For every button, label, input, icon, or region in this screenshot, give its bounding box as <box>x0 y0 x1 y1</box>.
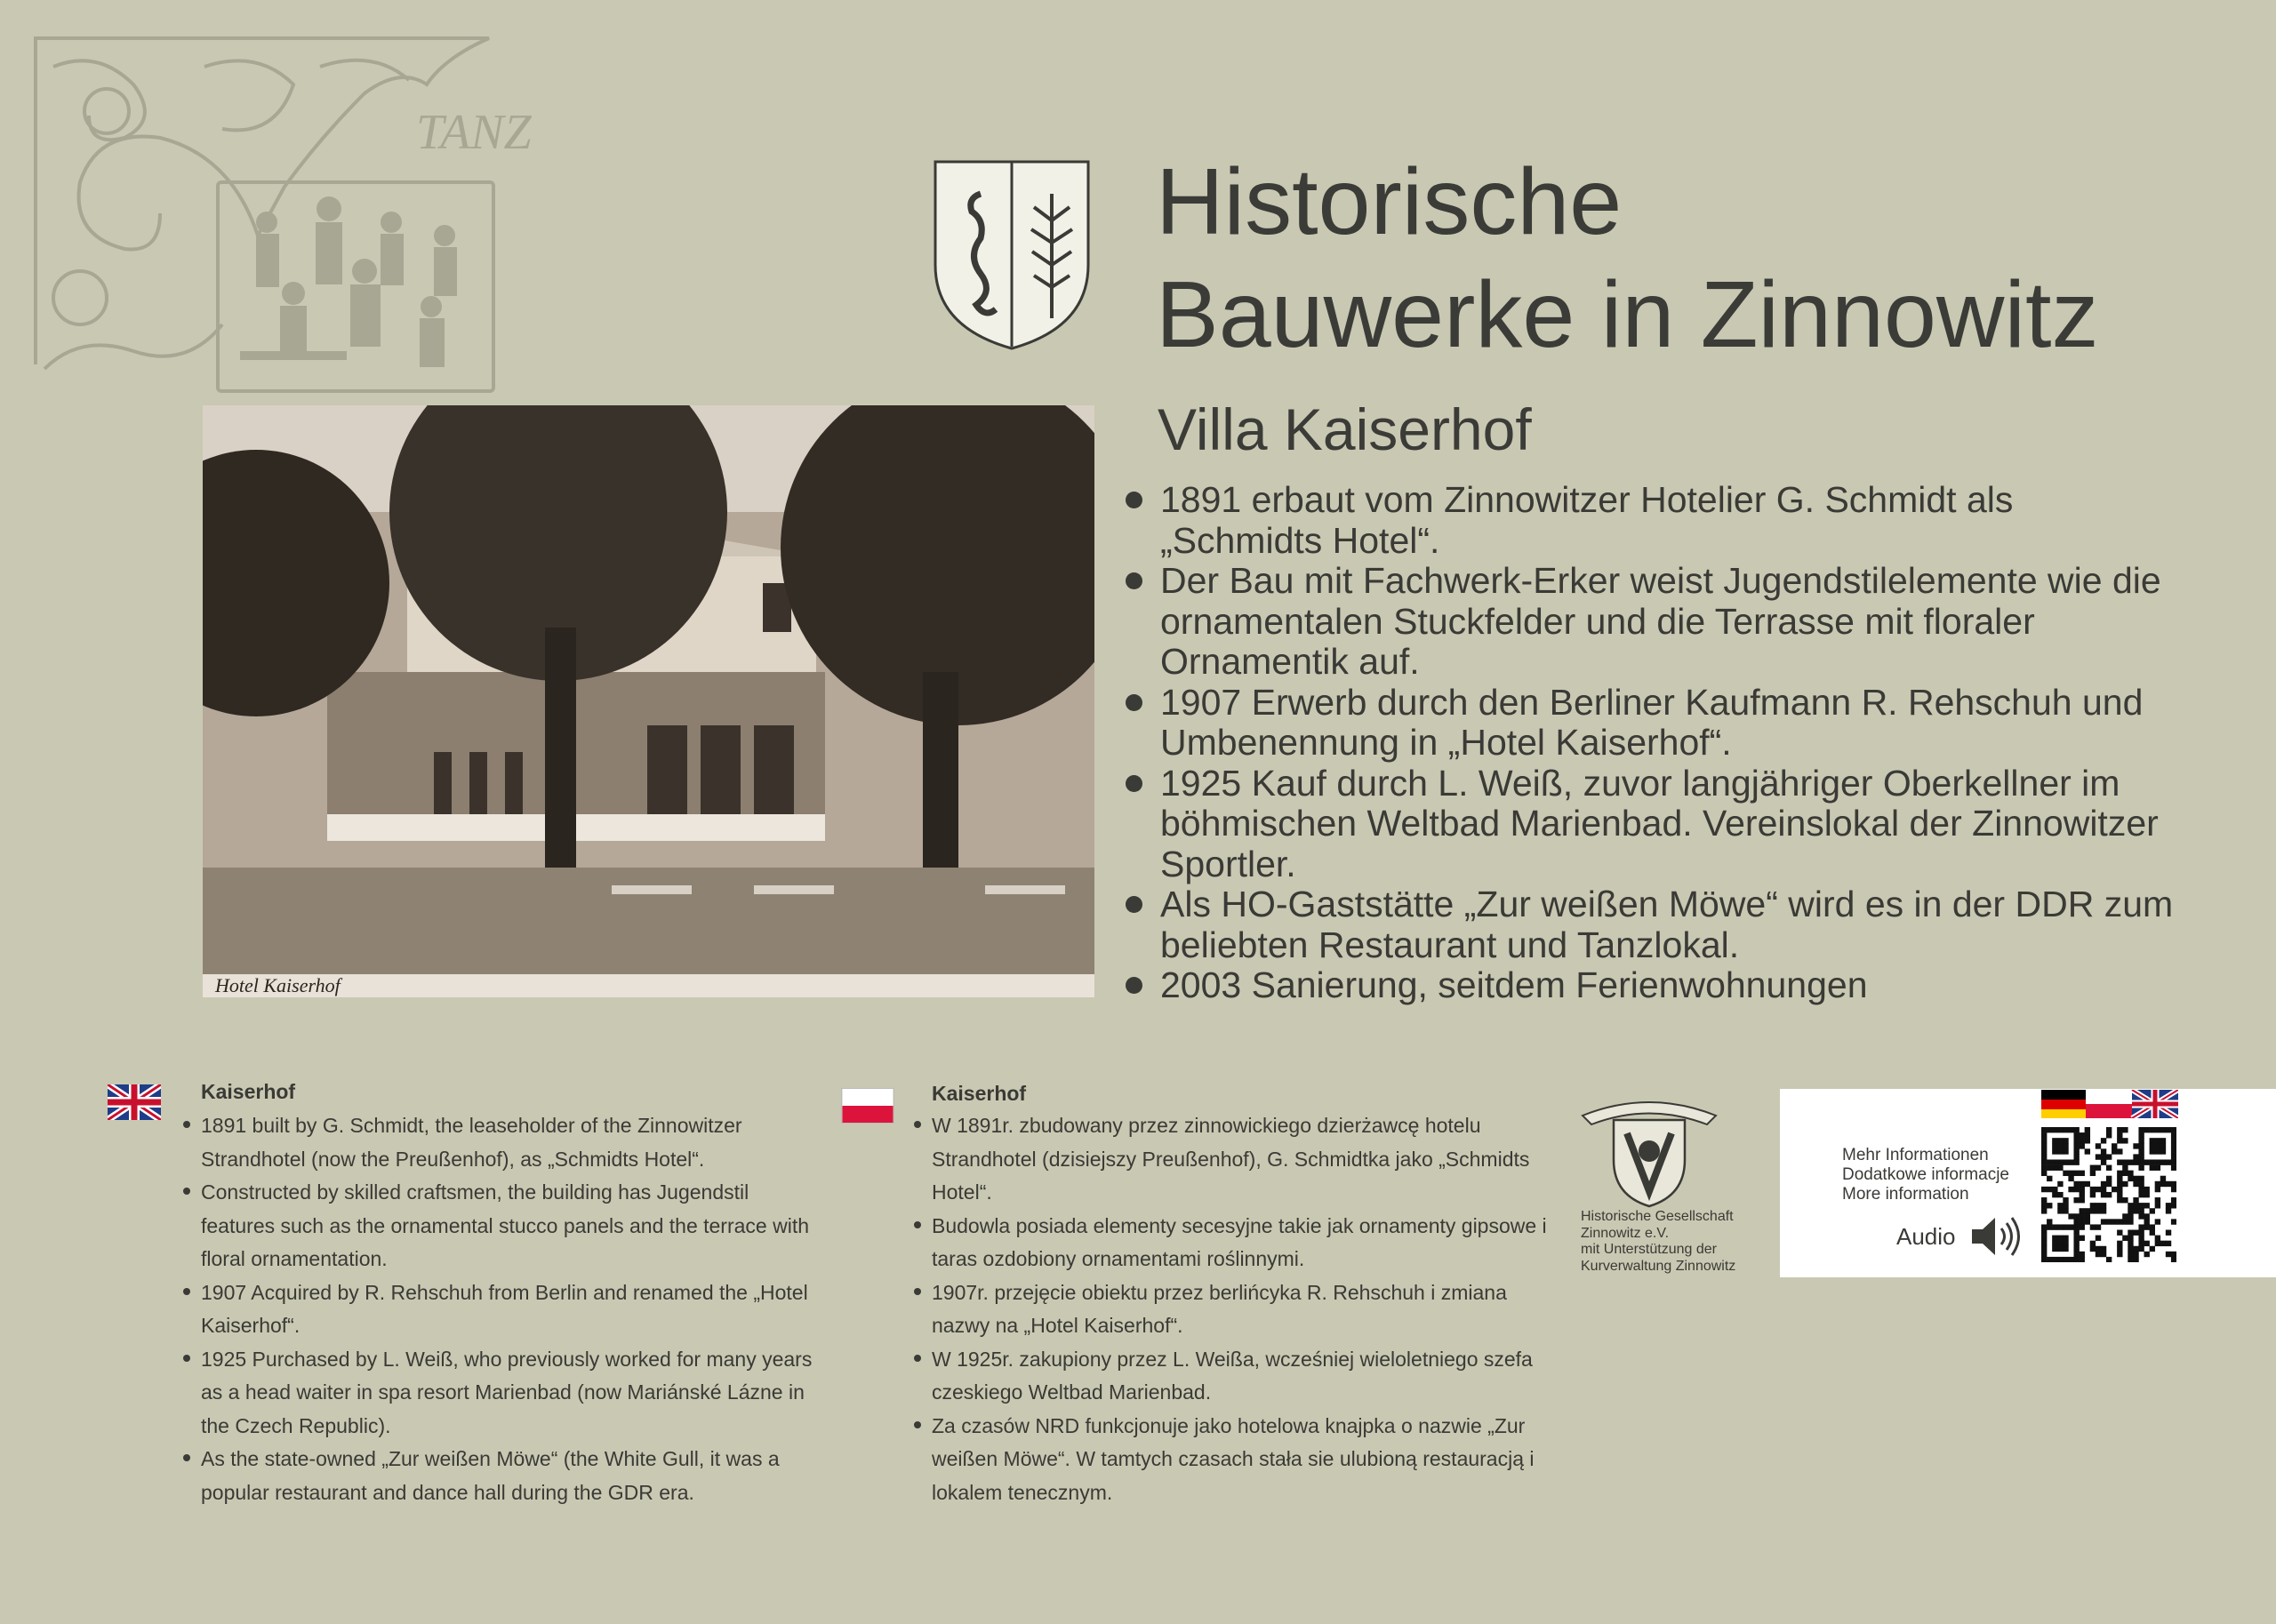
society-credit <box>1581 1209 1735 1275</box>
list-item: Za czasów NRD funkcjonuje jako hotelowa knajpka o nazwie „Zur weißen Möwe“. W tamtych czasach stała sie ulubioną restauracją i lokalem tenecznym. <box>914 1410 1554 1510</box>
list-item: Als HO-Gaststätte „Zur weißen Möwe“ wird es in der DDR zum beliebten Restaurant und Tanzlokal. <box>1120 884 2178 965</box>
polish-facts-list <box>914 1109 1554 1509</box>
audio-label: Audio <box>1896 1223 1956 1250</box>
list-item: 1925 Kauf durch L. Weiß, zuvor langjähriger Oberkellner im böhmischen Weltbad Marienbad. Vereinslokal der Zinnowitzer Sportler. <box>1120 764 2178 885</box>
page-title-line2: Bauwerke in Zinnowitz <box>1156 262 2099 367</box>
society-line2: Zinnowitz e.V. <box>1581 1225 1670 1241</box>
list-item: Budowla posiada elementy secesyjne takie jak ornamenty gipsowe i taras ozdobiony ornamentami roślinnymi. <box>914 1210 1554 1276</box>
language-flags-icon <box>2041 1090 2178 1118</box>
list-item: 1891 erbaut vom Zinnowitzer Hotelier G. Schmidt als „Schmidts Hotel“. <box>1120 480 2178 561</box>
polish-heading: Kaiserhof <box>932 1082 1027 1105</box>
photo-caption: Hotel Kaiserhof <box>215 974 341 996</box>
list-item: As the state-owned „Zur weißen Möwe“ (the White Gull, it was a popular restaurant and dance hall during the GDR era. <box>183 1443 823 1509</box>
hotel-kaiserhof-photo <box>203 405 1094 997</box>
list-item: 1907 Acquired by R. Rehschuh from Berlin and renamed the „Hotel Kaiserhof“. <box>183 1276 823 1343</box>
zinnowitz-coat-of-arms <box>932 158 1092 352</box>
historical-society-logo <box>1574 1089 1725 1209</box>
list-item: Der Bau mit Fachwerk-Erker weist Jugendstilelemente wie die ornamentalen Stuckfelder und die Terrasse mit floraler Ornamentik auf. <box>1120 561 2178 683</box>
german-facts-list <box>1120 480 2178 1006</box>
list-item: 1925 Purchased by L. Weiß, who previously worked for many years as a head waiter in spa resort Marienbad (now Mariánské Lázne in the Czech Republic). <box>183 1343 823 1444</box>
list-item: 1907 Erwerb durch den Berliner Kaufmann R. Rehschuh und Umbenennung in „Hotel Kaiserhof“. <box>1120 683 2178 764</box>
info-line-en: More information <box>1842 1185 1969 1204</box>
page-title-line1: Historische <box>1156 149 1623 254</box>
english-facts-list <box>183 1109 823 1509</box>
list-item: W 1891r. zbudowany przez zinnowickiego dzierżawcę hotelu Strandhotel (dzisiejszy Preußenhof), G. Schmidtka jako „Schmidts Hotel“. <box>914 1109 1554 1210</box>
qr-code[interactable] <box>2041 1127 2176 1262</box>
page-subtitle: Villa Kaiserhof <box>1158 396 1532 462</box>
english-heading: Kaiserhof <box>201 1080 296 1103</box>
list-item: 1891 built by G. Schmidt, the leaseholder of the Zinnowitzer Strandhotel (now the Preußenhof), as „Schmidts Hotel“. <box>183 1109 823 1176</box>
uk-flag-icon <box>108 1084 161 1120</box>
society-line3: mit Unterstützung der <box>1581 1242 1717 1257</box>
society-line4: Kurverwaltung Zinnowitz <box>1581 1258 1736 1274</box>
list-item: W 1925r. zakupiony przez L. Weißa, wcześniej wieloletniego szefa czeskiego Weltbad Marienbad. <box>914 1343 1554 1410</box>
info-line-pl: Dodatkowe informacje <box>1842 1165 2009 1184</box>
list-item: 2003 Sanierung, seitdem Ferienwohnungen <box>1120 965 2178 1006</box>
list-item: Constructed by skilled craftsmen, the building has Jugendstil features such as the ornamental stucco panels and the terrace with floral ornamentation. <box>183 1176 823 1276</box>
poland-flag-icon <box>841 1088 894 1124</box>
list-item: 1907r. przejęcie obiektu przez berlińcyka R. Rehschuh i zmiana nazwy na „Hotel Kaiserhof“. <box>914 1276 1554 1343</box>
info-line-de: Mehr Informationen <box>1842 1146 1989 1164</box>
speaker-icon <box>1970 1214 2022 1259</box>
tanz-caption: TANZ <box>416 105 532 160</box>
society-line1: Historische Gesellschaft <box>1581 1209 1734 1224</box>
dance-ornament-illustration <box>27 31 560 396</box>
